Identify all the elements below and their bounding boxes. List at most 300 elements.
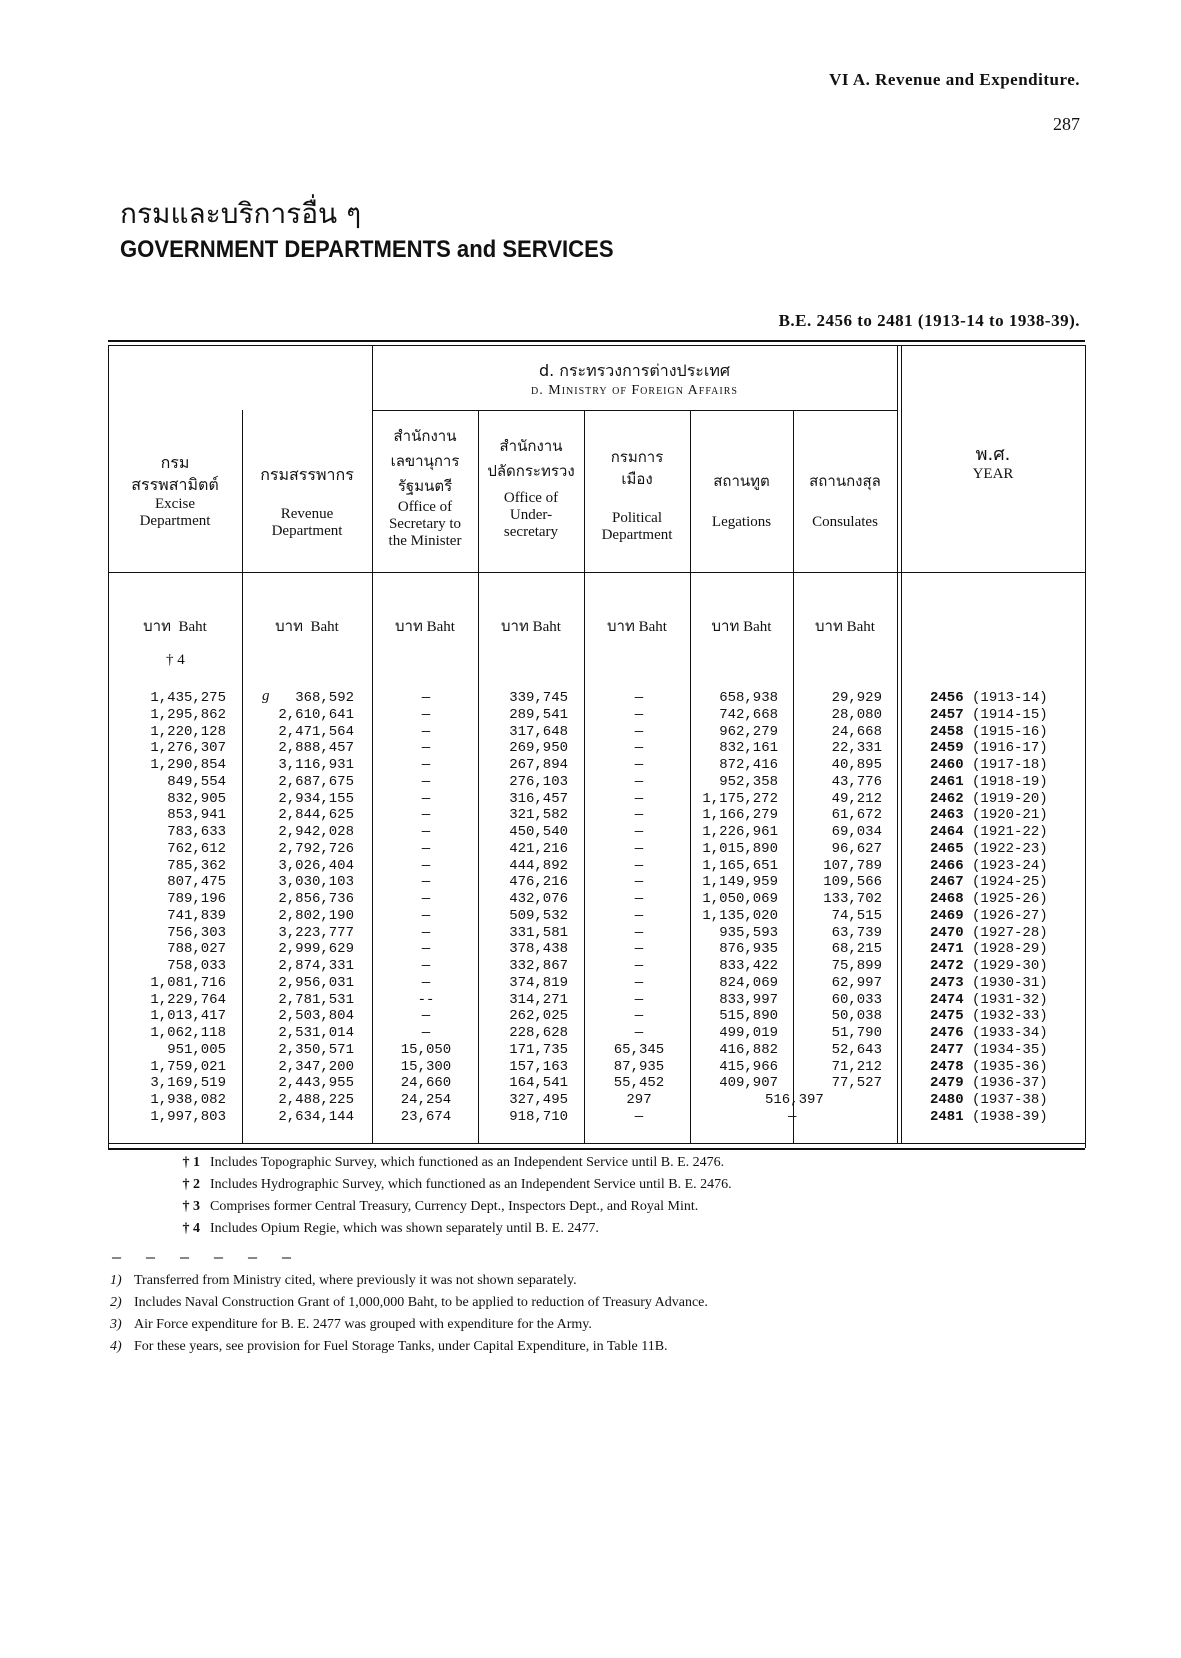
table-cell-secretary: —	[421, 723, 431, 740]
table-cell-year	[930, 690, 1080, 707]
table-cell-consulates: 133,702	[823, 891, 882, 907]
table-cell-revenue: 2,471,564	[278, 723, 354, 740]
year-be: 2462	[930, 790, 964, 807]
year-be: 2475	[930, 1008, 964, 1025]
col-header-excise	[108, 452, 242, 530]
table-cell-undersecretary: 228,628	[509, 1025, 568, 1041]
unit-label	[584, 614, 690, 638]
table-cell-consulates: 29,929	[831, 690, 882, 706]
unit-english: Baht	[426, 619, 455, 635]
unit-english: Baht	[178, 619, 207, 635]
table-cell-secretary: —	[421, 874, 431, 891]
table-cell-consulates: 49,212	[831, 790, 882, 807]
table-cell-undersecretary: 267,894	[509, 757, 568, 773]
year-ad: (1914-15)	[972, 706, 1048, 723]
col-header-revenue-english: Revenue Department	[271, 506, 343, 539]
table-cell-undersecretary: 332,867	[509, 958, 568, 974]
dagger-note-mark: † 3	[182, 1199, 200, 1214]
year-ad: (1926-27)	[972, 907, 1048, 924]
unit-english: Baht	[743, 619, 772, 635]
table-cell-political: —	[634, 690, 644, 706]
table-cell-consulates: 107,789	[823, 857, 882, 874]
table-cell-legations: 409,907	[719, 1075, 778, 1092]
table-cell-secretary: —	[421, 958, 431, 974]
table-cell-consulates: 60,033	[831, 991, 882, 1008]
table-cell-legations: 1,166,279	[702, 807, 778, 824]
year-be: 2468	[930, 891, 964, 907]
year-ad: (1917-18)	[972, 757, 1048, 773]
table-cell-revenue: 2,443,955	[278, 1075, 354, 1092]
table-cell-year	[930, 1059, 1080, 1076]
dagger-note-mark: † 2	[182, 1177, 200, 1192]
page-title: GOVERNMENT DEPARTMENTS and SERVICES	[120, 236, 614, 263]
combined-value-2481: —	[788, 1109, 797, 1125]
table-cell-consulates: 63,739	[831, 924, 882, 941]
table-cell-revenue: 2,888,457	[278, 740, 354, 757]
table-cell-consulates: 68,215	[831, 941, 882, 958]
table-cell-secretary: —	[421, 1025, 431, 1041]
table-cell-year	[930, 1025, 1080, 1042]
table-cell-legations: 833,997	[719, 991, 778, 1008]
table-cell-political: —	[634, 907, 644, 924]
year-ad: (1934-35)	[972, 1041, 1048, 1058]
table-cell-legations: 658,938	[719, 690, 778, 706]
year-ad: (1916-17)	[972, 740, 1048, 757]
dagger-note-mark: † 1	[182, 1155, 200, 1170]
table-cell-excise: 1,276,307	[150, 740, 226, 757]
dagger-note-text: Includes Opium Regie, which was shown separately until B. E. 2477.	[210, 1221, 599, 1236]
consulates-column	[796, 690, 882, 1126]
table-cell-political: —	[634, 840, 644, 857]
col-header-excise-thai: กรม สรรพสามิตต์	[131, 453, 219, 494]
table-cell-excise: 3,169,519	[150, 1075, 226, 1092]
table-cell-legations: 833,422	[719, 958, 778, 974]
table-cell-political: —	[634, 941, 644, 958]
table-cell-revenue: 2,687,675	[278, 773, 354, 790]
year-ad: (1923-24)	[972, 857, 1048, 874]
table-cell-revenue: 2,792,726	[278, 840, 354, 857]
ministry-heading	[372, 360, 897, 399]
numbered-note-text: Transferred from Ministry cited, where previously it was not shown separately.	[134, 1273, 577, 1288]
table-cell-legations: 962,279	[719, 723, 778, 740]
table-cell-undersecretary: 269,950	[509, 740, 568, 757]
col-header-secretary-thai: สำนักงาน เลขานุการ รัฐมนตรี	[390, 427, 460, 495]
year-column	[930, 690, 1080, 1126]
table-cell-revenue: 2,347,200	[278, 1058, 354, 1075]
table-cell-legations: 1,226,961	[702, 824, 778, 840]
table-cell-year	[930, 1075, 1080, 1092]
table-cell-undersecretary: 314,271	[509, 991, 568, 1008]
dagger-note	[170, 1174, 1070, 1196]
table-cell-secretary: —	[421, 773, 431, 790]
table-cell-political: —	[634, 773, 644, 790]
table-cell-secretary: —	[421, 824, 431, 840]
year-be: 2459	[930, 740, 964, 757]
table-cell-year	[930, 958, 1080, 975]
year-ad: (1913-14)	[972, 690, 1048, 706]
table-cell-consulates: 43,776	[831, 773, 882, 790]
unit-label	[793, 614, 897, 638]
table-cell-political: 87,935	[613, 1058, 665, 1075]
table-cell-excise: 807,475	[167, 874, 226, 891]
table-cell-secretary: —	[421, 840, 431, 857]
table-cell-revenue: 2,999,629	[278, 941, 354, 958]
table-cell-excise: 788,027	[167, 941, 226, 958]
numbered-note-text: Includes Naval Construction Grant of 1,000,000 Baht, to be applied to reduction of Treasury Advance.	[134, 1295, 708, 1310]
col-header-revenue	[242, 464, 372, 540]
year-ad: (1936-37)	[972, 1075, 1048, 1092]
table-cell-revenue: 2,956,031	[278, 974, 354, 991]
table-cell-undersecretary: 327,495	[509, 1092, 568, 1108]
table-cell-political: —	[634, 1025, 644, 1041]
table-cell-consulates: 62,997	[831, 974, 882, 991]
year-ad: (1929-30)	[972, 958, 1048, 974]
table-cell-excise: 789,196	[167, 891, 226, 907]
table-cell-legations: 832,161	[719, 740, 778, 757]
table-cell-excise: 951,005	[167, 1041, 226, 1058]
table-cell-undersecretary: 164,541	[509, 1075, 568, 1092]
table-cell-consulates: 74,515	[831, 907, 882, 924]
table-cell-undersecretary: 171,735	[509, 1041, 568, 1058]
year-be: 2470	[930, 924, 964, 941]
table-cell-consulates: 71,212	[831, 1058, 882, 1075]
unit-english: Baht	[846, 619, 875, 635]
year-be: 2466	[930, 857, 964, 874]
col-header-legations	[690, 470, 793, 531]
table-cell-secretary: 23,674	[400, 1108, 452, 1125]
table-cell-secretary: —	[421, 706, 431, 723]
table-cell-revenue: 3,116,931	[278, 757, 354, 773]
year-be: 2481	[930, 1108, 964, 1125]
table-cell-revenue: 2,350,571	[278, 1041, 354, 1058]
table-cell-year	[930, 740, 1080, 757]
table-cell-political: —	[634, 723, 644, 740]
year-ad: (1931-32)	[972, 991, 1048, 1008]
table-cell-political: —	[634, 757, 644, 773]
table-cell-year	[930, 891, 1080, 908]
table-cell-legations: 876,935	[719, 941, 778, 958]
table-cell-secretary: —	[421, 757, 431, 773]
dagger-note	[170, 1152, 1070, 1174]
table-cell-revenue: 2,934,155	[278, 790, 354, 807]
table-cell-political: —	[634, 740, 644, 757]
numbered-note	[110, 1336, 1060, 1358]
table-cell-political: —	[634, 891, 644, 907]
table-cell-year	[930, 858, 1080, 875]
dagger-note-text: Comprises former Central Treasury, Currency Dept., Inspectors Dept., and Royal Mint.	[210, 1199, 699, 1214]
table-cell-secretary: —	[421, 974, 431, 991]
unit-label	[478, 614, 584, 638]
year-be: 2456	[930, 690, 964, 706]
table-cell-legations: 952,358	[719, 773, 778, 790]
year-ad: (1928-29)	[972, 941, 1048, 958]
table-cell-consulates: 22,331	[831, 740, 882, 757]
table-cell-excise: 758,033	[167, 958, 226, 974]
table-cell-excise: 849,554	[167, 773, 226, 790]
year-ad: (1915-16)	[972, 723, 1048, 740]
table-cell-secretary: --	[417, 991, 435, 1008]
dagger-note	[170, 1218, 1070, 1240]
table-cell-year	[930, 841, 1080, 858]
table-cell-political: —	[634, 1108, 644, 1125]
table-cell-undersecretary: 157,163	[509, 1058, 568, 1075]
col-header-secretary-english: Office of Secretary to the Minister	[388, 499, 462, 549]
table-cell-consulates: 40,895	[831, 757, 882, 773]
table-cell-revenue: 2,874,331	[278, 958, 354, 974]
period-heading: B.E. 2456 to 2481 (1913-14 to 1938-39).	[778, 311, 1080, 330]
table-cell-undersecretary: 432,076	[509, 891, 568, 907]
table-cell-excise: 1,435,275	[150, 690, 226, 706]
table-cell-consulates: 96,627	[831, 840, 882, 857]
table-cell-year	[930, 941, 1080, 958]
table-cell-legations: 499,019	[719, 1025, 778, 1041]
col-header-excise-english: Excise Department	[139, 496, 211, 529]
table-cell-excise: 853,941	[167, 807, 226, 824]
year-ad: (1922-23)	[972, 840, 1048, 857]
table-cell-undersecretary: 476,216	[509, 874, 568, 891]
table-cell-excise: 1,229,764	[150, 991, 226, 1008]
table-cell-year	[930, 1109, 1080, 1126]
table-cell-political: —	[634, 790, 644, 807]
table-cell-excise: 785,362	[167, 857, 226, 874]
table-cell-undersecretary: 444,892	[509, 857, 568, 874]
col-header-year-english: YEAR	[972, 466, 1014, 482]
unit-thai: บาท	[711, 617, 740, 635]
table-cell-secretary: —	[421, 924, 431, 941]
table-cell-legations: 1,149,959	[702, 874, 778, 891]
year-be: 2476	[930, 1025, 964, 1041]
table-cell-undersecretary: 317,648	[509, 723, 568, 740]
year-be: 2477	[930, 1041, 964, 1058]
table-cell-year	[930, 807, 1080, 824]
year-be: 2457	[930, 706, 964, 723]
running-head: VI A. Revenue and Expenditure.	[829, 70, 1080, 89]
col-header-political-thai: กรมการ เมือง	[610, 448, 664, 488]
table-cell-year	[930, 707, 1080, 724]
year-be: 2461	[930, 773, 964, 790]
table-cell-revenue: 2,503,804	[278, 1008, 354, 1025]
numbered-note	[110, 1314, 1060, 1336]
table-cell-year	[930, 1008, 1080, 1025]
table-cell-consulates: 69,034	[831, 824, 882, 840]
table-cell-undersecretary: 421,216	[509, 840, 568, 857]
political-column	[600, 690, 678, 1126]
numbered-note-mark: 1)	[110, 1273, 122, 1288]
table-cell-political: —	[634, 706, 644, 723]
col-header-consulates	[793, 470, 897, 531]
unit-thai: บาท	[275, 617, 303, 635]
unit-thai: บาท	[607, 617, 635, 635]
year-ad: (1938-39)	[972, 1108, 1048, 1125]
col-header-political	[584, 446, 690, 544]
numbered-note-mark: 3)	[110, 1317, 122, 1332]
table-cell-political: 55,452	[613, 1075, 665, 1092]
combined-value-2480: 516,397	[765, 1092, 824, 1108]
table-cell-undersecretary: 509,532	[509, 907, 568, 924]
unit-thai: บาท	[395, 617, 423, 635]
numbered-note	[110, 1270, 1060, 1292]
table-cell-excise: 1,081,716	[150, 974, 226, 991]
table-cell-legations: 416,882	[719, 1041, 778, 1058]
year-be: 2480	[930, 1092, 964, 1108]
year-ad: (1925-26)	[972, 891, 1048, 907]
table-cell-consulates: 51,790	[831, 1025, 882, 1041]
unit-thai: บาท	[143, 617, 171, 635]
table-cell-revenue: 2,531,014	[278, 1025, 354, 1041]
table-cell-secretary: 15,300	[400, 1058, 452, 1075]
table-cell-excise: 1,220,128	[150, 723, 226, 740]
table-cell-year	[930, 874, 1080, 891]
dagger-note-mark: † 4	[182, 1221, 200, 1236]
year-be: 2460	[930, 757, 964, 773]
table-cell-secretary: —	[421, 807, 431, 824]
col-header-political-english: Political Department	[601, 510, 673, 543]
unit-english: Baht	[310, 619, 339, 635]
table-cell-political: —	[634, 958, 644, 974]
table-cell-excise: 1,062,118	[150, 1025, 226, 1041]
dagger-note-text: Includes Hydrographic Survey, which functioned as an Independent Service until B. E. 2476.	[210, 1177, 732, 1192]
unit-label	[108, 614, 242, 638]
table-cell-revenue: 2,610,641	[278, 706, 354, 723]
table-cell-legations: 515,890	[719, 1008, 778, 1025]
legations-column	[692, 690, 778, 1126]
revenue-note-mark: g	[262, 688, 270, 704]
year-ad: (1935-36)	[972, 1058, 1048, 1075]
dagger-notes	[170, 1152, 1070, 1240]
table-cell-year	[930, 925, 1080, 942]
table-cell-revenue: 3,223,777	[278, 924, 354, 941]
year-ad: (1918-19)	[972, 773, 1048, 790]
col-header-year-thai: พ.ศ.	[975, 444, 1011, 465]
col-header-year	[901, 444, 1085, 483]
table-cell-legations	[692, 1109, 778, 1126]
table-cell-legations: 935,593	[719, 924, 778, 941]
table-cell-legations: 1,175,272	[702, 790, 778, 807]
page-title-thai: กรมและบริการอื่น ๆ	[120, 197, 362, 230]
table-cell-year	[930, 992, 1080, 1009]
table-cell-political: —	[634, 974, 644, 991]
col-header-revenue-thai: กรมสรรพากร	[260, 465, 354, 484]
year-ad: (1921-22)	[972, 824, 1048, 840]
secretary-column	[378, 690, 474, 1126]
table-cell-undersecretary: 316,457	[509, 790, 568, 807]
table-cell-year	[930, 757, 1080, 774]
table-cell-excise: 1,997,803	[150, 1108, 226, 1125]
table-cell-excise: 783,633	[167, 824, 226, 840]
table-cell-excise: 1,759,021	[150, 1058, 226, 1075]
table-cell-year	[930, 1042, 1080, 1059]
table-cell-political: —	[634, 857, 644, 874]
col-header-undersecretary-english: Office of Under- secretary	[503, 490, 559, 540]
year-be: 2467	[930, 874, 964, 891]
table-cell-revenue: 2,802,190	[278, 907, 354, 924]
table-cell-year	[930, 824, 1080, 841]
year-ad: (1933-34)	[972, 1025, 1048, 1041]
year-be: 2474	[930, 991, 964, 1008]
year-be: 2479	[930, 1075, 964, 1092]
numbered-note-text: Air Force expenditure for B. E. 2477 was grouped with expenditure for the Army.	[134, 1317, 592, 1332]
table-cell-consulates: 109,566	[823, 874, 882, 891]
table-cell-excise: 756,303	[167, 924, 226, 941]
ministry-heading-thai: d. กระทรวงการต่างประเทศ	[538, 361, 731, 380]
table-cell-political: —	[634, 991, 644, 1008]
table-cell-political: —	[634, 824, 644, 840]
table-cell-consulates: 52,643	[831, 1041, 882, 1058]
table-cell-political: 297	[626, 1092, 652, 1108]
table-cell-revenue: 2,844,625	[278, 807, 354, 824]
col-header-legations-thai: สถานทูต	[713, 472, 770, 490]
table-cell-legations: 1,135,020	[702, 907, 778, 924]
table-cell-revenue: 2,781,531	[278, 991, 354, 1008]
year-ad: (1930-31)	[972, 974, 1048, 991]
year-ad: (1924-25)	[972, 874, 1048, 891]
year-be: 2458	[930, 723, 964, 740]
notes-separator: — — — — — —	[112, 1250, 300, 1267]
table-cell-secretary: —	[421, 690, 431, 706]
table-cell-excise: 741,839	[167, 907, 226, 924]
table-cell-secretary: —	[421, 1008, 431, 1025]
table-cell-secretary: —	[421, 740, 431, 757]
table-cell-consulates: 24,668	[831, 723, 882, 740]
col-header-secretary	[372, 424, 478, 550]
year-ad: (1927-28)	[972, 924, 1048, 941]
table-cell-legations: 824,069	[719, 974, 778, 991]
numbered-note-mark: 4)	[110, 1339, 122, 1354]
table-cell-revenue: 368,592	[295, 690, 354, 706]
dagger-note-text: Includes Topographic Survey, which functioned as an Independent Service until B. E. 2476.	[210, 1155, 725, 1170]
table-cell-undersecretary: 331,581	[509, 924, 568, 941]
table-cell-legations: 1,015,890	[702, 840, 778, 857]
table-cell-legations: 1,050,069	[702, 891, 778, 907]
table-cell-excise: 1,290,854	[150, 757, 226, 773]
col-header-consulates-english: Consulates	[812, 514, 878, 530]
table-cell-revenue: 2,488,225	[278, 1092, 354, 1108]
unit-thai: บาท	[815, 617, 843, 635]
col-header-undersecretary-thai: สำนักงาน ปลัดกระทรวง	[487, 437, 575, 480]
table-cell-excise: 762,612	[167, 840, 226, 857]
year-ad: (1919-20)	[972, 790, 1048, 807]
table-cell-secretary: —	[421, 907, 431, 924]
year-be: 2464	[930, 824, 964, 840]
table-cell-undersecretary: 918,710	[509, 1108, 568, 1125]
dagger-note	[170, 1196, 1070, 1218]
year-be: 2469	[930, 907, 964, 924]
table-cell-secretary: 24,660	[400, 1075, 452, 1092]
table-cell-political: 65,345	[613, 1041, 665, 1058]
table-cell-year	[930, 774, 1080, 791]
table-cell-consulates: 50,038	[831, 1008, 882, 1025]
year-ad: (1937-38)	[972, 1092, 1048, 1108]
table-cell-revenue: 3,026,404	[278, 857, 354, 874]
table-cell-secretary: —	[421, 857, 431, 874]
unit-label	[690, 614, 793, 638]
table-cell-year	[930, 1092, 1080, 1109]
table-cell-undersecretary: 378,438	[509, 941, 568, 958]
table-cell-consulates: 28,080	[831, 706, 882, 723]
year-be: 2471	[930, 941, 964, 958]
table-cell-year	[930, 724, 1080, 741]
table-cell-undersecretary: 262,025	[509, 1008, 568, 1025]
table-cell-undersecretary: 276,103	[509, 773, 568, 790]
unit-english: Baht	[532, 619, 561, 635]
table-cell-year	[930, 975, 1080, 992]
table-cell-year	[930, 791, 1080, 808]
col-header-consulates-thai: สถานกงสุล	[809, 472, 881, 490]
table-cell-consulates: 61,672	[831, 807, 882, 824]
table-cell-revenue: 2,856,736	[278, 891, 354, 907]
table-cell-excise: 1,013,417	[150, 1008, 226, 1025]
page-number: 287	[1053, 114, 1080, 134]
